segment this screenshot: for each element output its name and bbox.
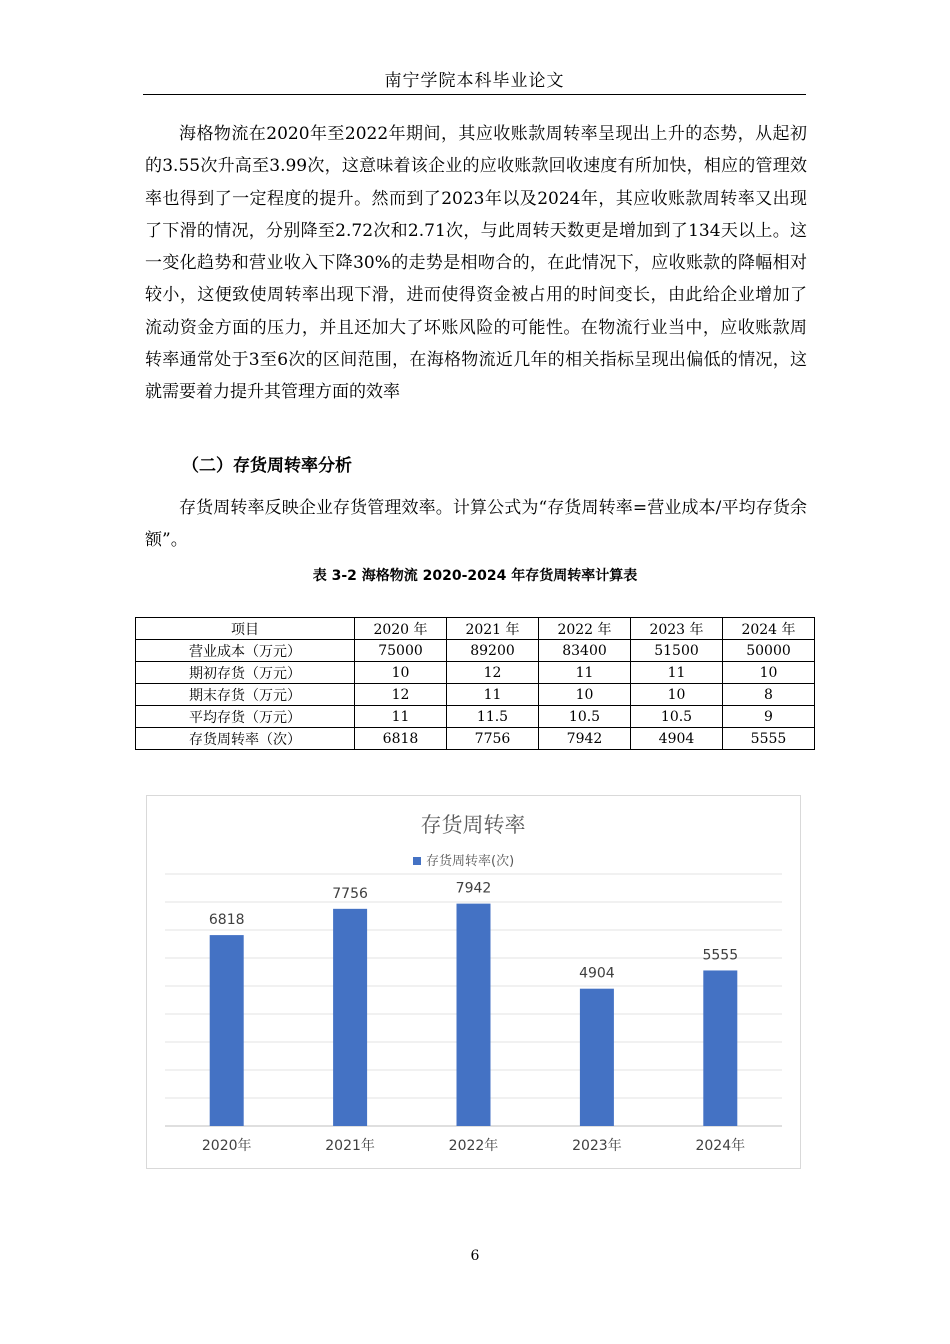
table-cell: 期初存货（万元） bbox=[136, 662, 355, 684]
table-cell: 9 bbox=[723, 706, 815, 728]
table-row bbox=[136, 640, 815, 662]
chart-bar bbox=[703, 970, 737, 1126]
inventory-turnover-table bbox=[135, 617, 815, 750]
section-heading: （二）存货周转率分析 bbox=[182, 456, 352, 476]
table-cell: 50000 bbox=[723, 640, 815, 662]
chart-title: 存货周转率 bbox=[420, 813, 526, 837]
legend-swatch bbox=[413, 857, 421, 865]
chart-data-label: 4904 bbox=[579, 965, 615, 982]
table-cell: 11 bbox=[355, 706, 447, 728]
table-cell: 10 bbox=[539, 684, 631, 706]
table-row bbox=[136, 662, 815, 684]
paragraph-inventory bbox=[145, 492, 807, 557]
chart-x-tick-label: 2020年 bbox=[201, 1138, 252, 1154]
table-header-cell: 2021 年 bbox=[447, 618, 539, 640]
table-caption: 表 3-2 海格物流 2020-2024 年存货周转率计算表 bbox=[312, 568, 638, 584]
table-cell: 5555 bbox=[723, 728, 815, 750]
table-header-cell: 2022 年 bbox=[539, 618, 631, 640]
table-cell: 7942 bbox=[539, 728, 631, 750]
header-divider bbox=[143, 94, 806, 95]
chart-bars bbox=[210, 904, 738, 1126]
table-cell: 12 bbox=[355, 684, 447, 706]
chart-x-tick-labels bbox=[202, 1137, 745, 1154]
chart-x-tick-label: 2021年 bbox=[325, 1138, 375, 1154]
paragraph-receivables-text: 海格物流在2020年至2022年期间，其应收账款周转率呈现出上升的态势，从起初的3.55次升高至3.99次，这意味着该企业的应收账款回收速度有所加快，相应的管理效率也得到了一定程度的提升。然而到了2023年以及2024年，其应收账款周转率又出现了下滑的情况，分别降至2.72次和2.71次，与此周转天数更是增加到了134天以上。这一变化趋势和营业收入下降30%的走势是相吻合的，在此情况下，应收账款的降幅相对较小，这便致使周转率出现下滑，进而使得资金被占用的时间变长，由此给企业增加了流动资金方面的压力，并且还加大了坏账风险的可能性。在物流行业当中，应收账款周转率通常处于3至6次的区间范围，在海格物流近几年的相关指标呈现出偏低的情况，这就需要着力提升其管理方面的效率 bbox=[145, 124, 807, 403]
page-number: 6 bbox=[470, 1248, 480, 1264]
table-cell: 11 bbox=[539, 662, 631, 684]
table-cell: 12 bbox=[447, 662, 539, 684]
table-header-cell: 2023 年 bbox=[631, 618, 723, 640]
table-row bbox=[136, 706, 815, 728]
chart-x-tick-label: 2024年 bbox=[695, 1138, 746, 1154]
chart-data-label: 7756 bbox=[332, 885, 368, 902]
table-cell: 11 bbox=[631, 662, 723, 684]
table-header-cell: 2024 年 bbox=[723, 618, 815, 640]
table-header-cell: 2020 年 bbox=[355, 618, 447, 640]
table-cell: 7756 bbox=[447, 728, 539, 750]
paragraph-receivables bbox=[145, 118, 807, 409]
table-header-cell: 项目 bbox=[136, 618, 355, 640]
table-cell: 平均存货（万元） bbox=[136, 706, 355, 728]
inventory-turnover-chart bbox=[146, 795, 801, 1169]
table-cell: 10 bbox=[631, 684, 723, 706]
chart-bar bbox=[580, 989, 614, 1126]
table-header-row bbox=[136, 618, 815, 640]
chart-bar bbox=[457, 904, 491, 1126]
paragraph-inventory-text: 存货周转率反映企业存货管理效率。计算公式为“存货周转率=营业成本/平均存货余额”。 bbox=[145, 498, 807, 551]
table-row bbox=[136, 728, 815, 750]
chart-canvas bbox=[147, 796, 800, 1168]
chart-data-label: 5555 bbox=[702, 947, 739, 964]
table-cell: 10.5 bbox=[631, 706, 723, 728]
chart-data-label: 7942 bbox=[455, 880, 492, 897]
table-row bbox=[136, 684, 815, 706]
chart-x-tick-label: 2023年 bbox=[572, 1138, 622, 1154]
table-cell: 11.5 bbox=[447, 706, 539, 728]
table-cell: 75000 bbox=[355, 640, 447, 662]
table-cell: 83400 bbox=[539, 640, 631, 662]
chart-x-tick-label: 2022年 bbox=[448, 1138, 499, 1154]
table-cell: 89200 bbox=[447, 640, 539, 662]
chart-bar bbox=[333, 909, 367, 1126]
legend-label: 存货周转率(次) bbox=[426, 854, 515, 869]
table-cell: 10 bbox=[355, 662, 447, 684]
table-cell: 11 bbox=[447, 684, 539, 706]
table-cell: 4904 bbox=[631, 728, 723, 750]
page-header-title: 南宁学院本科毕业论文 bbox=[384, 71, 565, 91]
chart-data-label: 6818 bbox=[208, 912, 245, 929]
table-cell: 6818 bbox=[355, 728, 447, 750]
table-cell: 存货周转率（次） bbox=[136, 728, 355, 750]
table-cell: 8 bbox=[723, 684, 815, 706]
chart-bar bbox=[210, 935, 244, 1126]
table-cell: 期末存货（万元） bbox=[136, 684, 355, 706]
table-cell: 营业成本（万元） bbox=[136, 640, 355, 662]
table-cell: 10.5 bbox=[539, 706, 631, 728]
table-cell: 10 bbox=[723, 662, 815, 684]
table-cell: 51500 bbox=[631, 640, 723, 662]
